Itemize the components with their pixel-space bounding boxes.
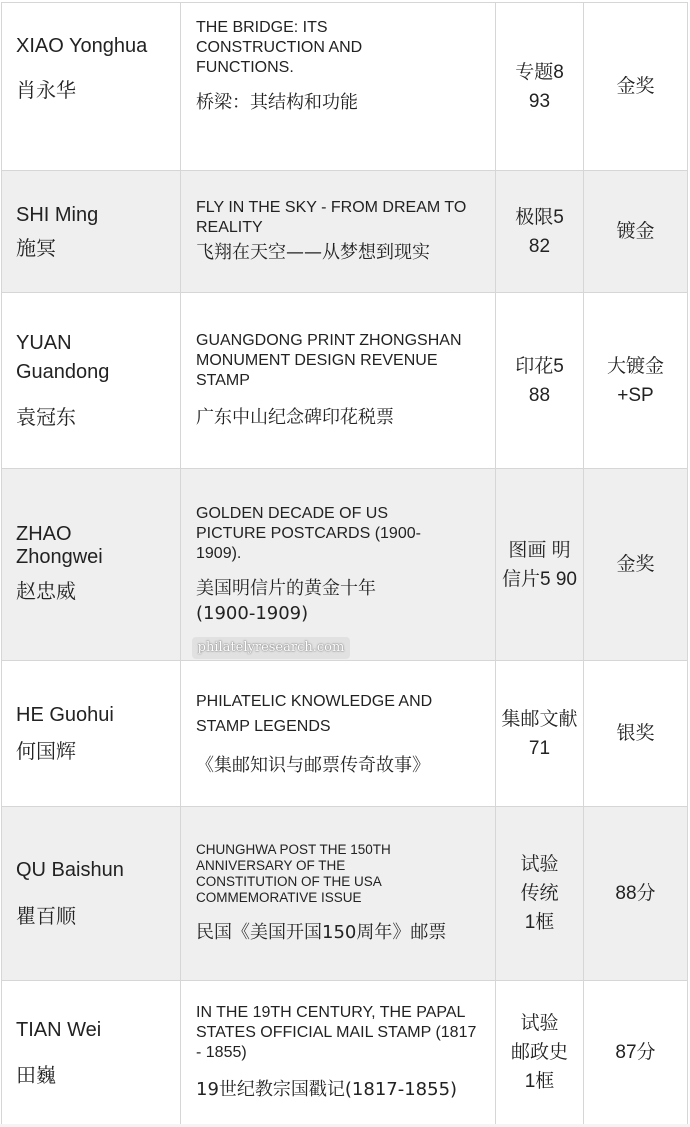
exhibitor-cell — [2, 293, 181, 469]
exhibitor-name-cn: 袁冠东 — [16, 405, 76, 429]
table-row — [2, 293, 688, 469]
table-row — [2, 469, 688, 661]
exhibit-title-cell — [181, 293, 496, 469]
class-score: 图画 明信片5 90 — [502, 539, 577, 590]
exhibitor-name-en: YUAN Guandong — [16, 332, 110, 383]
exhibit-title-en: GOLDEN DECADE OF US PICTURE POSTCARDS (1900-1909). — [196, 504, 421, 562]
award-cell — [584, 293, 688, 469]
exhibitor-name-cn: 施冥 — [16, 235, 56, 260]
exhibitor-name-cn: 赵忠威 — [16, 579, 76, 603]
exhibitor-name-en: XIAO Yonghua — [16, 35, 148, 57]
exhibit-title-cn: 《集邮知识与邮票传奇故事》 — [196, 755, 430, 776]
exhibitor-name-en: QU Baishun — [16, 859, 124, 881]
class-score-cell — [496, 661, 584, 807]
exhibitor-cell — [2, 469, 181, 661]
exhibit-title-cell — [181, 661, 496, 807]
table-row — [2, 807, 688, 981]
exhibitor-name-en: HE Guohui — [16, 704, 114, 726]
award-cell — [584, 3, 688, 171]
award: 金奖 — [616, 76, 655, 97]
exhibit-title-cell — [181, 981, 496, 1125]
exhibit-title-en: GUANGDONG PRINT ZHONGSHAN MONUMENT DESIGN REVENUE STAMP — [196, 332, 462, 389]
table-row — [2, 661, 688, 807]
class-score: 集邮文献 71 — [501, 708, 578, 759]
class-score: 试验 邮政史 1框 — [510, 1013, 568, 1092]
exhibitor-name-en: SHI Ming — [16, 203, 99, 226]
award: 银奖 — [616, 723, 655, 744]
exhibit-title-cn: 桥梁：其结构和功能 — [196, 92, 358, 113]
exhibitor-name-cn: 何国辉 — [16, 739, 76, 763]
class-score-cell — [496, 3, 584, 171]
award: 镀金 — [616, 221, 655, 242]
exhibit-title-en: THE BRIDGE: ITS CONSTRUCTION AND FUNCTIONS. — [196, 19, 363, 76]
table-row — [2, 171, 688, 293]
award-cell — [584, 469, 688, 661]
exhibit-title-cell — [181, 807, 496, 981]
award-cell — [584, 661, 688, 807]
exhibit-title-en: PHILATELIC KNOWLEDGE AND STAMP LEGENDS — [196, 693, 433, 735]
award: 金奖 — [616, 554, 655, 575]
exhibitor-name-en: TIAN Wei — [16, 1018, 102, 1041]
class-score: 专题8 93 — [515, 61, 564, 112]
class-score-cell — [496, 293, 584, 469]
class-score: 印花5 88 — [515, 355, 564, 406]
exhibit-title-cn: 飞翔在天空——从梦想到现实 — [196, 242, 430, 263]
exhibit-title-cell — [181, 3, 496, 171]
class-score: 极限5 82 — [515, 206, 564, 257]
exhibitor-name-cn: 田巍 — [16, 1062, 56, 1087]
class-score-cell — [496, 171, 584, 293]
award-cell — [584, 171, 688, 293]
exhibit-title-cn: 19世纪教宗国戳记(1817-1855) — [196, 1079, 458, 1100]
class-score-cell — [496, 981, 584, 1125]
exhibit-title-en: FLY IN THE SKY - FROM DREAM TO REALITY — [196, 199, 467, 236]
exhibit-title-en: IN THE 19TH CENTURY, THE PAPAL STATES OFFICIAL MAIL STAMP (1817 - 1855) — [196, 1004, 477, 1061]
exhibit-title-cn: 民国《美国开国150周年》邮票 — [196, 922, 447, 943]
exhibitor-cell — [2, 661, 181, 807]
exhibit-title-cn: 广东中山纪念碑印花税票 — [196, 407, 394, 428]
exhibit-results-table — [1, 2, 688, 1125]
exhibitor-cell — [2, 171, 181, 293]
award: 88分 — [615, 883, 656, 904]
exhibit-title-cn: 美国明信片的黄金十年 (1900-1909) — [196, 577, 376, 624]
exhibit-title-cell — [181, 469, 496, 661]
class-score-cell — [496, 807, 584, 981]
exhibit-title-en: CHUNGHWA POST THE 150TH ANNIVERSARY OF THE CONSTITUTION OF THE USA COMMEMORATIVE ISSUE — [196, 842, 391, 905]
watermark: philatelyresearch.com — [192, 637, 350, 659]
exhibitor-name-cn: 瞿百顺 — [16, 904, 76, 928]
exhibitor-name-en: ZHAO Zhongwei — [16, 523, 103, 568]
exhibitor-cell — [2, 807, 181, 981]
exhibitor-cell — [2, 3, 181, 171]
award: 大镀金 +SP — [606, 355, 664, 406]
exhibit-title-cell — [181, 171, 496, 293]
table-row — [2, 3, 688, 171]
class-score: 试验 传统 1框 — [520, 854, 559, 933]
award: 87分 — [615, 1042, 656, 1063]
award-cell — [584, 981, 688, 1125]
exhibitor-name-cn: 肖永华 — [16, 78, 76, 102]
exhibitor-cell — [2, 981, 181, 1125]
class-score-cell — [496, 469, 584, 661]
award-cell — [584, 807, 688, 981]
table-row — [2, 981, 688, 1125]
